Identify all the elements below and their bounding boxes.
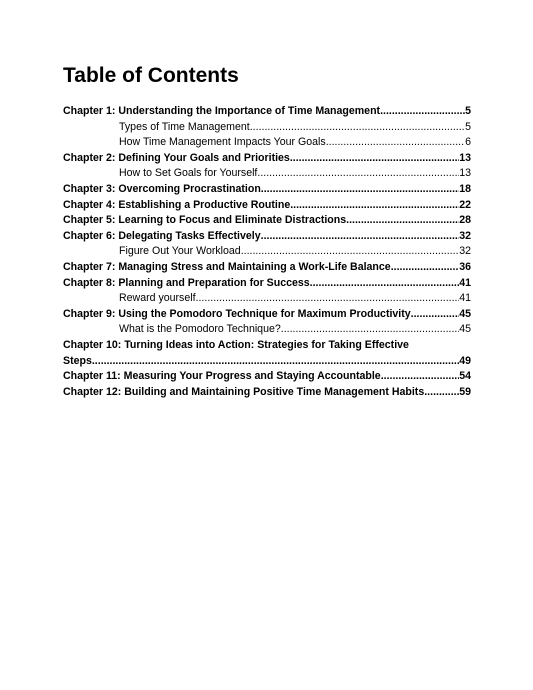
toc-section-types-of-time-management[interactable] [63, 120, 471, 136]
toc-entry-title: Reward yourself [119, 292, 196, 305]
toc-chapter-12[interactable] [63, 385, 471, 401]
toc-page-number: 32 [459, 229, 471, 242]
toc-section-set-goals[interactable] [63, 166, 471, 182]
toc-entry-title-line-2: Steps [63, 354, 92, 367]
dot-leader [346, 213, 459, 229]
toc-page-number: 45 [459, 323, 471, 336]
toc-entry-title: Types of Time Management [119, 120, 250, 133]
toc-entry-title: Chapter 1: Understanding the Importance of Time Management [63, 105, 381, 117]
toc-chapter-9[interactable] [63, 307, 471, 323]
toc-entry-title: Chapter 6: Delegating Tasks Effectively [63, 229, 261, 242]
toc-section-time-management-impacts-goals[interactable] [63, 135, 471, 151]
toc-chapter-8[interactable] [63, 276, 471, 292]
toc-chapter-4[interactable] [63, 198, 471, 214]
toc-page-number: 6 [465, 136, 471, 149]
dot-leader [290, 151, 459, 167]
dot-leader [281, 322, 459, 338]
toc-page-number: 18 [459, 182, 471, 195]
toc-entry-title: Chapter 3: Overcoming Procrastination [63, 182, 261, 195]
toc-chapter-6[interactable] [63, 229, 471, 245]
toc-page-number: 13 [459, 151, 471, 164]
toc-entry-title: How Time Management Impacts Your Goals [119, 136, 326, 149]
toc-page-number: 54 [459, 370, 471, 383]
toc-page-number: 5 [465, 105, 471, 117]
toc-page-number: 49 [459, 354, 471, 367]
dot-leader [326, 135, 465, 151]
dot-leader [241, 244, 460, 260]
toc-entry-title: Chapter 12: Building and Maintaining Positive Time Management Habits [63, 385, 425, 398]
toc-entry-title: Chapter 2: Defining Your Goals and Priorities [63, 151, 290, 164]
toc-page-number: 22 [459, 198, 471, 211]
dot-leader [290, 198, 459, 214]
dot-leader [310, 276, 460, 292]
toc-section-pomodoro[interactable] [63, 322, 471, 338]
toc-entry-title: Chapter 4: Establishing a Productive Routine [63, 198, 291, 211]
toc-entry-title: Figure Out Your Workload [119, 245, 241, 258]
toc-page-number: 41 [459, 292, 471, 305]
toc-chapter-7[interactable] [63, 260, 471, 276]
toc-chapter-1[interactable] [63, 104, 471, 120]
toc-page-number: 28 [459, 214, 471, 227]
toc-page-number: 59 [459, 385, 471, 398]
dot-leader [250, 120, 465, 136]
toc-page-number: 5 [465, 120, 471, 133]
dot-leader [261, 182, 459, 198]
toc-page-number: 36 [459, 260, 471, 273]
toc-chapter-2[interactable] [63, 151, 471, 167]
toc-entry-title: How to Set Goals for Yourself [119, 167, 258, 180]
toc-page-number: 32 [459, 245, 471, 258]
dot-leader [381, 369, 460, 385]
toc-chapter-3[interactable] [63, 182, 471, 198]
dot-leader [257, 166, 459, 182]
toc-page-number: 41 [459, 276, 471, 289]
toc-chapter-5[interactable] [63, 213, 471, 229]
dot-leader [380, 104, 465, 120]
dot-leader [196, 291, 460, 307]
dot-leader [424, 385, 459, 401]
dot-leader [391, 260, 460, 276]
toc-entry-continuation [63, 354, 471, 370]
toc-entry-title: Chapter 9: Using the Pomodoro Technique for Maximum Productivity [63, 307, 411, 320]
toc-entry-title-line-1: Chapter 10: Turning Ideas into Action: Strategies for Taking Effective [63, 338, 409, 351]
toc-entry-title: Chapter 5: Learning to Focus and Eliminate Distractions [63, 214, 347, 227]
toc-entry-title: Chapter 7: Managing Stress and Maintaining a Work-Life Balance [63, 260, 391, 273]
toc-entry-title: Chapter 11: Measuring Your Progress and Staying Accountable [63, 370, 381, 383]
toc-entry-title: What is the Pomodoro Technique? [119, 323, 281, 336]
dot-leader [411, 307, 460, 323]
dot-leader [92, 354, 459, 370]
toc-section-reward-yourself[interactable] [63, 291, 471, 307]
page-title: Table of Contents [63, 64, 239, 87]
toc-chapter-11[interactable] [63, 369, 471, 385]
dot-leader [261, 229, 460, 245]
toc-page-number: 13 [459, 167, 471, 180]
table-of-contents [63, 104, 471, 400]
toc-section-workload[interactable] [63, 244, 471, 260]
toc-chapter-10[interactable] [63, 338, 471, 369]
toc-page-number: 45 [459, 307, 471, 320]
toc-entry-title: Chapter 8: Planning and Preparation for Success [63, 276, 310, 289]
